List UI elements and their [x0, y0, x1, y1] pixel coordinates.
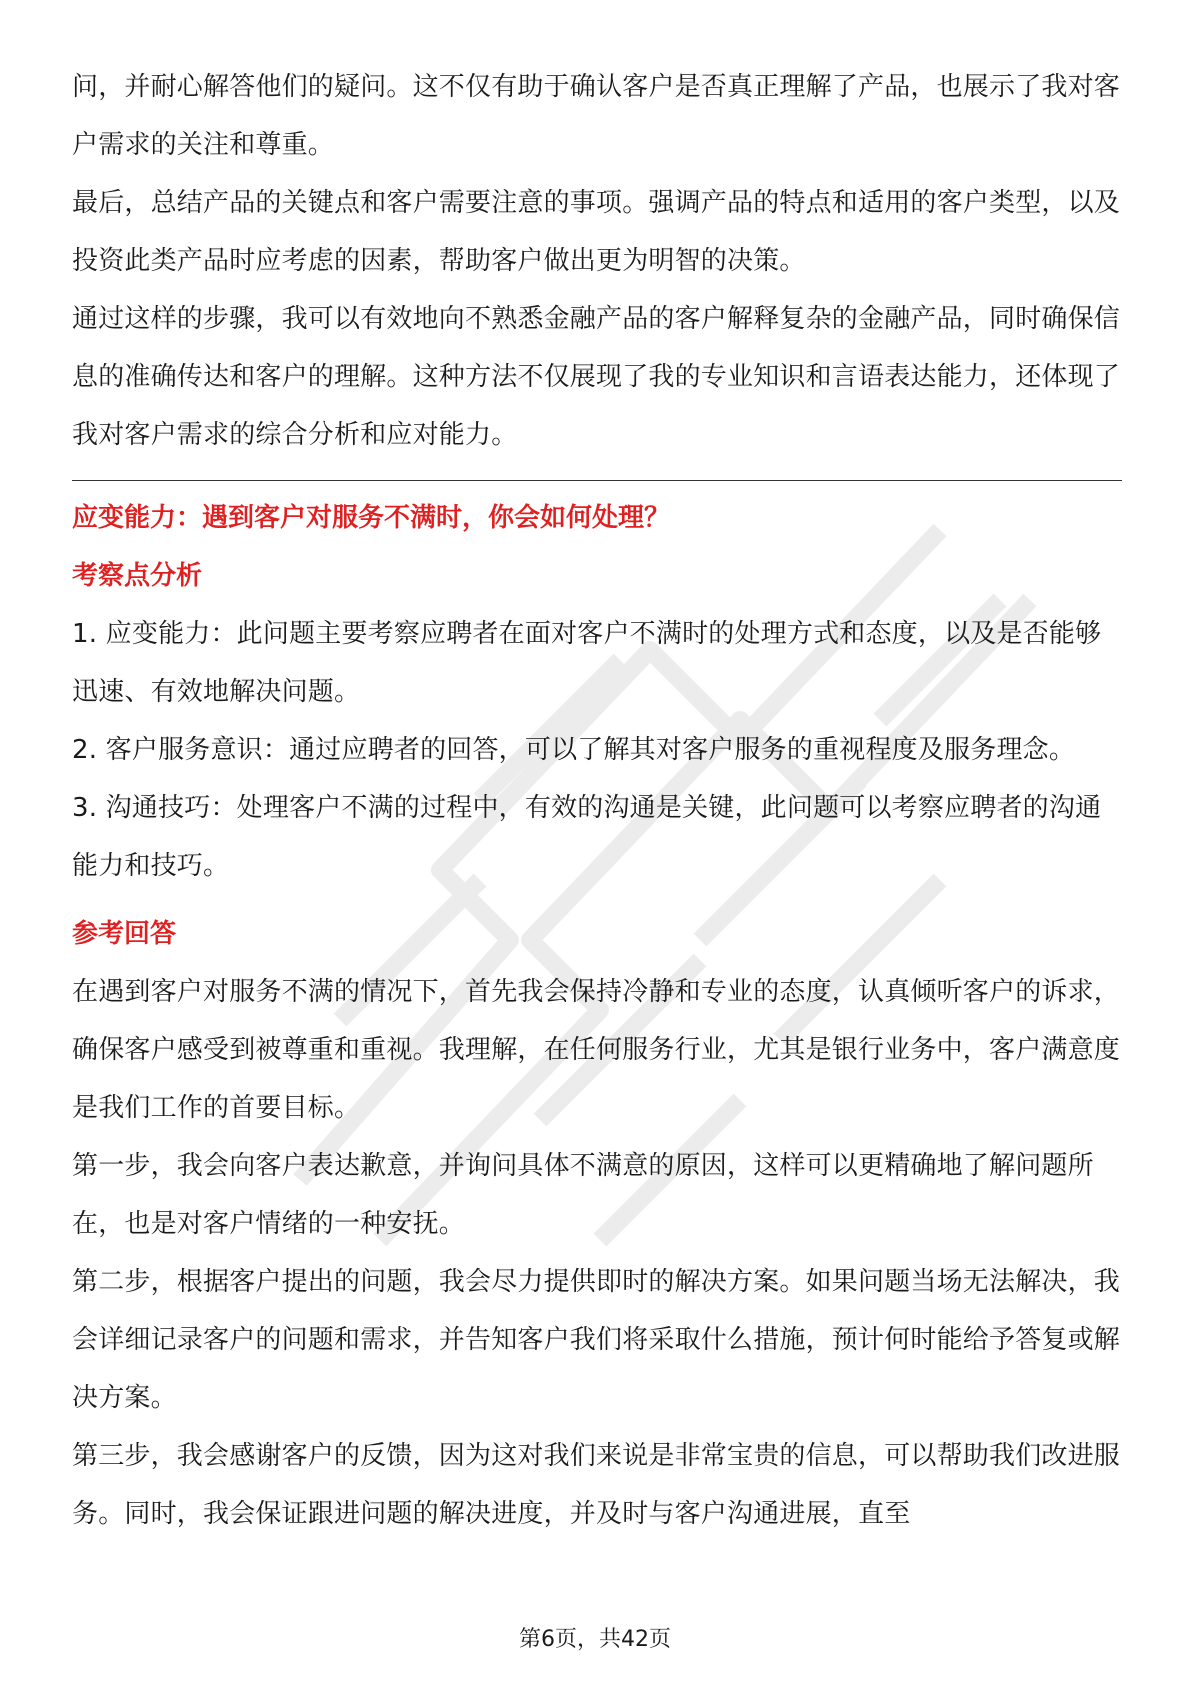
answer-paragraph: 第二步，根据客户提出的问题，我会尽力提供即时的解决方案。如果问题当场无法解决，我会详细记录客户的问题和需求，并告知客户我们将采取什么措施，预计何时能给予答复或解决方案。	[72, 1267, 1121, 1413]
paragraph: 问，并耐心解答他们的疑问。这不仅有助于确认客户是否真正理解了产品，也展示了我对客户需求的关注和尊重。	[72, 72, 1121, 160]
section-divider	[72, 480, 1122, 481]
paragraph: 最后，总结产品的关键点和客户需要注意的事项。强调产品的特点和适用的客户类型，以及投资此类产品时应考虑的因素，帮助客户做出更为明智的决策。	[72, 188, 1121, 276]
analysis-item: 2. 客户服务意识：通过应聘者的回答，可以了解其对客户服务的重视程度及服务理念。	[72, 735, 1076, 765]
answer-paragraph: 第三步，我会感谢客户的反馈，因为这对我们来说是非常宝贵的信息，可以帮助我们改进服务。同时，我会保证跟进问题的解决进度，并及时与客户沟通进展，直至	[72, 1441, 1121, 1529]
page-number: 第6页，共42页	[519, 1627, 671, 1652]
answer-paragraph: 第一步，我会向客户表达歉意，并询问具体不满意的原因，这样可以更精确地了解问题所在，也是对客户情绪的一种安抚。	[72, 1151, 1094, 1239]
analysis-item: 1. 应变能力：此问题主要考察应聘者在面对客户不满时的处理方式和态度，以及是否能够迅速、有效地解决问题。	[72, 619, 1102, 707]
answer-paragraph: 在遇到客户对服务不满的情况下，首先我会保持冷静和专业的态度，认真倾听客户的诉求，确保客户感受到被尊重和重视。我理解，在任何服务行业，尤其是银行业务中，客户满意度是我们工作的首要目标。	[72, 977, 1121, 1123]
analysis-title: 考察点分析	[72, 561, 203, 591]
paragraph: 通过这样的步骤，我可以有效地向不熟悉金融产品的客户解释复杂的金融产品，同时确保信息的准确传达和客户的理解。这种方法不仅展现了我的专业知识和言语表达能力，还体现了我对客户需求的综合分析和应对能力。	[72, 304, 1121, 450]
analysis-item: 3. 沟通技巧：处理客户不满的过程中，有效的沟通是关键，此问题可以考察应聘者的沟通能力和技巧。	[72, 793, 1102, 881]
answer-title: 参考回答	[72, 919, 177, 949]
document-body	[72, 58, 1122, 1543]
question-heading: 应变能力：遇到客户对服务不满时，你会如何处理？	[72, 503, 671, 533]
